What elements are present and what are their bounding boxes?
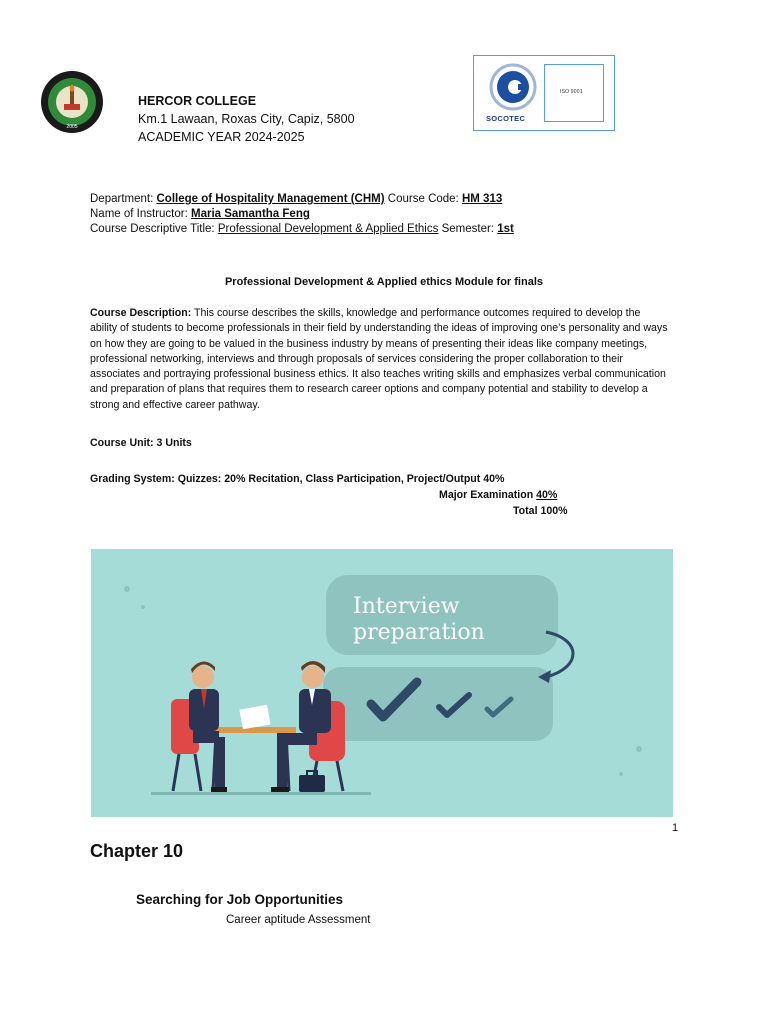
- grading-line-2: [90, 487, 650, 503]
- grading-system: [90, 471, 650, 519]
- course-description: [90, 306, 668, 413]
- major-exam-value: 40%: [536, 489, 558, 501]
- college-seal: [40, 70, 104, 134]
- course-description-label: Course Description:: [90, 307, 192, 319]
- semester-label: Semester:: [441, 223, 494, 235]
- course-title-label: Course Descriptive Title:: [90, 223, 215, 235]
- department-line: [90, 192, 502, 207]
- college-name: HERCOR COLLEGE: [138, 94, 257, 108]
- module-title: Professional Development & Applied ethics Module for finals: [224, 276, 544, 288]
- academic-year: ACADEMIC YEAR 2024-2025: [138, 130, 305, 144]
- course-title-value: Professional Development & Applied Ethics: [217, 223, 439, 235]
- college-header: [138, 92, 355, 146]
- subsection-heading: Career aptitude Assessment: [226, 914, 371, 926]
- banner-title-line1: Interview: [353, 594, 460, 619]
- course-title-line: [90, 222, 514, 237]
- banner-title-line2: preparation: [353, 620, 485, 645]
- page-number: 1: [672, 822, 679, 834]
- section-heading: Searching for Job Opportunities: [136, 892, 344, 907]
- instructor-value: Maria Samantha Feng: [191, 208, 310, 220]
- svg-text:2005: 2005: [66, 124, 78, 130]
- table-icon: [206, 727, 296, 733]
- chapter-heading: Chapter 10: [90, 841, 184, 861]
- iso-label: ISO 9001: [560, 89, 583, 95]
- course-code-value: HM 313: [461, 193, 503, 205]
- major-exam-label: Major Examination: [439, 489, 534, 501]
- interview-preparation-illustration: [91, 549, 673, 817]
- socotec-icon: [488, 62, 538, 112]
- grading-total: Total 100%: [513, 505, 568, 517]
- instructor-label: Name of Instructor:: [90, 208, 188, 220]
- course-code-label: Course Code:: [387, 193, 459, 205]
- iso-certification-logo: [473, 55, 615, 131]
- department-label: Department:: [90, 193, 154, 205]
- course-description-text: This course describes the skills, knowledge and performance outcomes required to develop the ability of students to become professionals in their field by understanding the ideas of improving one’s personality and ways on how they are going to be valued in the business industry by means of presenting their ideas like company meetings, professional networking, interviews and through proposals of services considering the proper collaboration to their associates and portraying professional business ethics. It also teaches writing skills and emphasizes verbal communication and preparation of plans that requires them to research career options and company potential and stability to develop a strong and effective career pathway.: [90, 307, 668, 411]
- course-unit: Course Unit: 3 Units: [90, 437, 192, 449]
- college-address: Km.1 Lawaan, Roxas City, Capiz, 5800: [138, 112, 355, 126]
- grading-line-1: Grading System: Quizzes: 20% Recitation, Class Participation, Project/Output 40%: [90, 473, 505, 485]
- semester-value: 1st: [497, 223, 514, 235]
- socotec-label: SOCOTEC: [486, 114, 526, 123]
- briefcase-icon: [299, 775, 325, 792]
- department-value: College of Hospitality Management (CHM): [156, 193, 385, 205]
- instructor-line: [90, 207, 310, 222]
